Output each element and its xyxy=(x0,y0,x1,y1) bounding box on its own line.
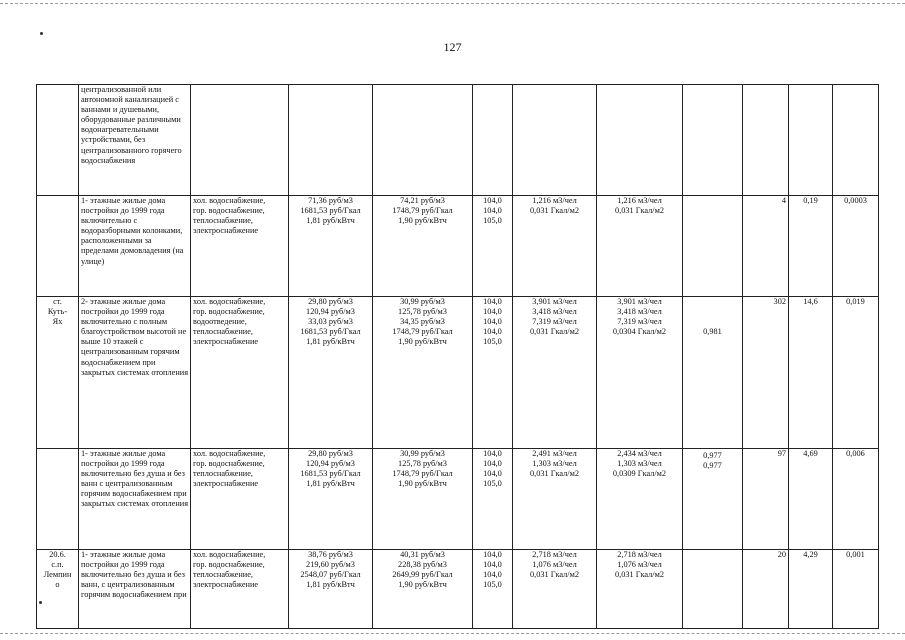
coefficient-cell xyxy=(683,85,743,196)
share-cell xyxy=(833,196,879,297)
norm-current-line: 1,076 м3/чел xyxy=(532,560,577,570)
table-row xyxy=(37,85,879,196)
tariff-current-line: 1,81 руб/кВтч xyxy=(306,479,355,489)
count-text: 20 xyxy=(777,550,786,559)
coefficient-cell xyxy=(683,297,743,449)
tariff-new-line: 1748,79 руб/Гкал xyxy=(392,206,453,216)
norm-new-line: 3,418 м3/чел xyxy=(617,307,662,317)
services-line: гор. водоснабжение, xyxy=(193,459,265,469)
locality-cell xyxy=(37,449,79,550)
share-text: 0,019 xyxy=(846,297,865,306)
tariff-new-line: 30,99 руб/м3 xyxy=(400,449,445,458)
locality-line: Ях xyxy=(52,317,63,327)
count-cell xyxy=(743,85,789,196)
index-line: 104,0 xyxy=(483,469,502,479)
index-line: 104,0 xyxy=(483,459,502,469)
description-cell xyxy=(79,297,191,449)
count-text: 302 xyxy=(773,297,786,306)
tariff-new-line: 1748,79 руб/Гкал xyxy=(392,469,453,479)
tariff-new-line: 74,21 руб/м3 xyxy=(400,196,445,205)
value-text: 0,19 xyxy=(803,196,818,205)
tariff-current-line: 120,94 руб/м3 xyxy=(306,307,355,317)
norm-new-line: 0,031 Гкал/м2 xyxy=(614,570,665,580)
norm-new-line: 2,718 м3/чел xyxy=(617,550,662,559)
tariff-new-line: 1,90 руб/кВтч xyxy=(398,337,447,347)
index-line: 105,0 xyxy=(483,216,502,226)
coefficient-cell xyxy=(683,449,743,550)
coefficient-cell xyxy=(683,196,743,297)
tariff-new-cell xyxy=(373,196,473,297)
scan-speck xyxy=(40,32,43,35)
tariff-new-line: 30,99 руб/м3 xyxy=(400,297,445,306)
index-line: 104,0 xyxy=(483,196,502,205)
services-line: теплоснабжение, xyxy=(193,327,254,337)
tariff-current-cell xyxy=(289,550,373,629)
value-cell xyxy=(789,85,833,196)
scan-edge-top xyxy=(0,3,905,4)
norm-new-line: 0,0309 Гкал/м2 xyxy=(612,469,667,479)
norm-current-cell xyxy=(513,85,597,196)
norm-new-line: 7,319 м3/чел xyxy=(617,317,662,327)
table-body xyxy=(37,85,879,629)
index-line: 104,0 xyxy=(483,570,502,580)
coefficient-line: 0,981 xyxy=(703,327,722,336)
table-row xyxy=(37,196,879,297)
tariff-current-line: 71,36 руб/м3 xyxy=(308,196,353,205)
tariff-current-line: 1681,53 руб/Гкал xyxy=(300,469,361,479)
table-row xyxy=(37,550,879,629)
services-line: теплоснабжение, xyxy=(193,469,254,479)
value-cell xyxy=(789,550,833,629)
tariff-current-cell xyxy=(289,196,373,297)
value-text: 4,29 xyxy=(803,550,818,559)
norm-new-cell xyxy=(597,196,683,297)
tariff-current-line: 29,80 руб/м3 xyxy=(308,449,353,458)
norm-current-line: 3,418 м3/чел xyxy=(532,307,577,317)
locality-line: ст. xyxy=(53,297,62,306)
description-text: 2- этажные жилые дома постройки до 1999 года включительно с полным благоустройством высотой не выше 10 этажей с централизованным горячим водоснабжением при закрытых системах отопления xyxy=(81,297,189,377)
count-cell xyxy=(743,196,789,297)
services-line: водоотведение, xyxy=(193,317,247,327)
norm-current-line: 1,216 м3/чел xyxy=(532,196,577,205)
tariff-new-line: 2649,99 руб/Гкал xyxy=(392,570,453,580)
norm-current-cell xyxy=(513,449,597,550)
tariff-current-line: 219,60 руб/м3 xyxy=(306,560,355,570)
services-line: теплоснабжение, xyxy=(193,216,254,226)
norm-new-cell xyxy=(597,297,683,449)
description-text: 1- этажные жилые дома постройки до 1999 года включительно без душа и без ванн с централизованным горячим водоснабжением при закрытых системах отопления xyxy=(81,449,189,509)
services-cell xyxy=(191,550,289,629)
tariff-new-cell xyxy=(373,85,473,196)
tariff-new-line: 1748,79 руб/Гкал xyxy=(392,327,453,337)
tariff-current-line: 1681,53 руб/Гкал xyxy=(300,206,361,216)
index-cell xyxy=(473,196,513,297)
locality-line: Куть- xyxy=(47,307,68,317)
services-line: гор. водоснабжение, xyxy=(193,307,265,317)
tariff-current-line: 38,76 руб/м3 xyxy=(308,550,353,559)
norm-new-line: 1,076 м3/чел xyxy=(617,560,662,570)
services-line: хол. водоснабжение, xyxy=(193,196,266,205)
index-line: 104,0 xyxy=(483,317,502,327)
coefficient-line: 0,977 xyxy=(703,451,722,460)
tariff-current-line: 1,81 руб/кВтч xyxy=(306,337,355,347)
services-cell xyxy=(191,196,289,297)
norm-current-cell xyxy=(513,297,597,449)
index-line: 105,0 xyxy=(483,479,502,489)
coefficient-cell xyxy=(683,550,743,629)
locality-line: 20.6. xyxy=(49,550,66,559)
locality-line: о xyxy=(55,580,60,590)
tariff-current-cell xyxy=(289,449,373,550)
tariff-current-line: 1,81 руб/кВтч xyxy=(306,580,355,590)
index-line: 104,0 xyxy=(483,297,502,306)
index-line: 104,0 xyxy=(483,449,502,458)
count-cell xyxy=(743,297,789,449)
index-cell xyxy=(473,449,513,550)
tariff-new-line: 1,90 руб/кВтч xyxy=(398,580,447,590)
tariff-new-line: 1,90 руб/кВтч xyxy=(398,216,447,226)
share-text: 0,001 xyxy=(846,550,865,559)
index-line: 104,0 xyxy=(483,560,502,570)
description-cell xyxy=(79,85,191,196)
services-line: электроснабжение xyxy=(193,580,259,590)
index-line: 105,0 xyxy=(483,337,502,347)
services-line: хол. водоснабжение, xyxy=(193,297,266,306)
share-cell xyxy=(833,85,879,196)
tariff-current-line: 29,80 руб/м3 xyxy=(308,297,353,306)
count-cell xyxy=(743,449,789,550)
table-row xyxy=(37,449,879,550)
value-text: 4,69 xyxy=(803,449,818,458)
description-text: 1- этажные жилые дома постройки до 1999 года включительно с водоразборными колонками, расположенными за пределами домовладения (на улице) xyxy=(81,196,184,266)
services-line: гор. водоснабжение, xyxy=(193,560,265,570)
services-line: электроснабжение xyxy=(193,479,259,489)
index-cell xyxy=(473,85,513,196)
tariff-current-line: 1681,53 руб/Гкал xyxy=(300,327,361,337)
services-cell xyxy=(191,297,289,449)
tariff-current-line: 1,81 руб/кВтч xyxy=(306,216,355,226)
page-number: 127 xyxy=(443,40,462,54)
norm-new-cell xyxy=(597,85,683,196)
services-line: электроснабжение xyxy=(193,337,259,347)
tariff-new-line: 228,38 руб/м3 xyxy=(398,560,447,570)
tariff-new-cell xyxy=(373,449,473,550)
count-cell xyxy=(743,550,789,629)
locality-cell xyxy=(37,196,79,297)
value-cell xyxy=(789,297,833,449)
coefficient-line: 0,977 xyxy=(703,461,722,471)
share-cell xyxy=(833,550,879,629)
norm-new-line: 0,031 Гкал/м2 xyxy=(614,206,665,216)
index-cell xyxy=(473,297,513,449)
services-cell xyxy=(191,449,289,550)
locality-cell xyxy=(37,297,79,449)
norm-current-line: 0,031 Гкал/м2 xyxy=(529,469,580,479)
norm-current-line: 3,901 м3/чел xyxy=(532,297,577,306)
tariff-new-cell xyxy=(373,550,473,629)
services-line: теплоснабжение, xyxy=(193,570,254,580)
value-text: 14,6 xyxy=(803,297,818,306)
tariff-new-line: 1,90 руб/кВтч xyxy=(398,479,447,489)
norm-current-line: 1,303 м3/чел xyxy=(532,459,577,469)
share-text: 0,006 xyxy=(846,449,865,458)
share-cell xyxy=(833,297,879,449)
services-cell xyxy=(191,85,289,196)
tariff-current-cell xyxy=(289,85,373,196)
index-line: 104,0 xyxy=(483,307,502,317)
value-cell xyxy=(789,196,833,297)
services-line: электроснабжение xyxy=(193,226,259,236)
services-line: гор. водоснабжение, xyxy=(193,206,265,216)
description-cell xyxy=(79,550,191,629)
norm-new-line: 2,434 м3/чел xyxy=(617,449,662,458)
services-line: хол. водоснабжение, xyxy=(193,449,266,458)
norm-current-line: 2,491 м3/чел xyxy=(532,449,577,458)
norm-new-cell xyxy=(597,550,683,629)
norm-new-line: 3,901 м3/чел xyxy=(617,297,662,306)
share-cell xyxy=(833,449,879,550)
description-text: централизованной или автономной канализацией с ваннами и душевыми, оборудованные различными водонагревательными устройствами, без централизованного горячего водоснабжения xyxy=(81,85,182,165)
tariff-new-line: 34,35 руб/м3 xyxy=(400,317,445,327)
table-row xyxy=(37,297,879,449)
norm-current-line: 7,319 м3/чел xyxy=(532,317,577,327)
norm-current-cell xyxy=(513,550,597,629)
scan-edge-bottom xyxy=(0,633,905,634)
tariff-current-line: 33,03 руб/м3 xyxy=(308,317,353,327)
index-line: 104,0 xyxy=(483,206,502,216)
tariff-current-line: 2548,07 руб/Гкал xyxy=(300,570,361,580)
norm-current-cell xyxy=(513,196,597,297)
index-cell xyxy=(473,550,513,629)
locality-line: Лемпин xyxy=(43,570,72,580)
description-text: 1- этажные жилые дома постройки до 1999 года включительно без душа и без ванн, с централизованным горячим водоснабжением при xyxy=(81,550,187,600)
description-cell xyxy=(79,449,191,550)
tariff-current-cell xyxy=(289,297,373,449)
norm-current-line: 0,031 Гкал/м2 xyxy=(529,206,580,216)
locality-cell xyxy=(37,85,79,196)
norm-new-line: 1,216 м3/чел xyxy=(617,196,662,205)
tariff-new-line: 125,78 руб/м3 xyxy=(398,307,447,317)
norm-current-line: 0,031 Гкал/м2 xyxy=(529,570,580,580)
index-line: 104,0 xyxy=(483,327,502,337)
tariff-current-line: 120,94 руб/м3 xyxy=(306,459,355,469)
norm-new-line: 1,303 м3/чел xyxy=(617,459,662,469)
norm-current-line: 2,718 м3/чел xyxy=(532,550,577,559)
norm-new-line: 0,0304 Гкал/м2 xyxy=(612,327,667,337)
count-text: 4 xyxy=(781,196,786,205)
norm-new-cell xyxy=(597,449,683,550)
share-text: 0,0003 xyxy=(844,196,867,205)
index-line: 104,0 xyxy=(483,550,502,559)
description-cell xyxy=(79,196,191,297)
index-line: 105,0 xyxy=(483,580,502,590)
tariff-new-line: 40,31 руб/м3 xyxy=(400,550,445,559)
tariff-new-cell xyxy=(373,297,473,449)
locality-line: с.п. xyxy=(51,560,64,570)
count-text: 97 xyxy=(777,449,786,458)
tariff-new-line: 125,78 руб/м3 xyxy=(398,459,447,469)
tariff-table xyxy=(36,84,879,629)
norm-current-line: 0,031 Гкал/м2 xyxy=(529,327,580,337)
value-cell xyxy=(789,449,833,550)
locality-cell xyxy=(37,550,79,629)
services-line: хол. водоснабжение, xyxy=(193,550,266,559)
